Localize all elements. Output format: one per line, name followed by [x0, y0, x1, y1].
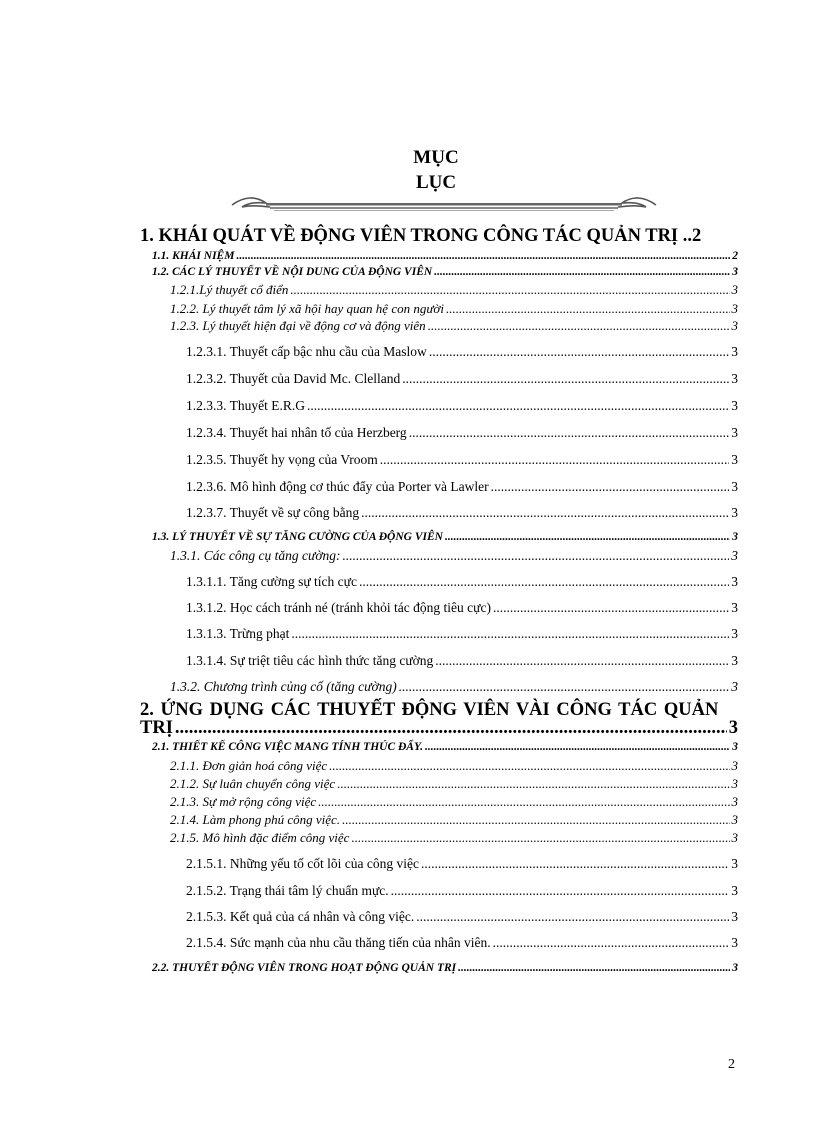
toc-label: 1.2.2. Lý thuyết tâm lý xã hội hay quan hệ con người — [170, 301, 444, 316]
toc-page: 3 — [731, 318, 738, 333]
toc-label: 1.3.2. Chương trình củng cố (tăng cường) — [170, 679, 397, 694]
toc-page: 3 — [731, 626, 738, 641]
toc-label: 1.3.1.1. Tăng cường sự tích cực — [186, 574, 357, 589]
toc-label: 1.3. LÝ THUYẾT VỀ SỰ TĂNG CƯỜNG CỦA ĐỘNG VIÊN — [152, 531, 443, 543]
toc-label: 2.1.3. Sự mở rộng công việc — [170, 794, 317, 809]
toc-label: 2.2. THUYẾT ĐỘNG VIÊN TRONG HOẠT ĐỘNG QUẢN TRỊ — [152, 962, 457, 974]
toc-page: 3 — [732, 741, 738, 753]
toc-entry-1-3-2[interactable] — [170, 679, 738, 695]
toc-label: 1.2.3.5. Thuyết hy vọng của Vroom — [186, 452, 378, 467]
toc-page: 3 — [731, 883, 738, 898]
toc-label: TRỊ — [140, 718, 173, 738]
toc-entry-1-2-3-6[interactable] — [186, 479, 738, 495]
toc-entry-1-2[interactable] — [152, 266, 738, 278]
toc-page: 2 — [732, 250, 738, 262]
toc-label: 2.1.1. Đơn giản hoá công việc — [170, 758, 328, 773]
toc-page: 3 — [731, 909, 738, 924]
toc-label: 1.2.3.3. Thuyết E.R.G — [186, 398, 305, 413]
toc-entry-1-2-3-2[interactable] — [186, 371, 738, 387]
toc-page: 3 — [731, 425, 738, 440]
toc-label: 2.1.5.2. Trạng thái tâm lý chuẩn mực. — [186, 883, 389, 898]
toc-entry-1-2-3-5[interactable] — [186, 452, 738, 468]
toc-label: 2.1.5.1. Những yếu tố cốt lõi của công việc — [186, 856, 420, 871]
toc-label: 1.2.3. Lý thuyết hiện đại về động cơ và động viên — [170, 318, 426, 333]
toc-entry-2-1-3[interactable] — [170, 794, 738, 810]
toc-label: 2.1.2. Sự luân chuyển công việc — [170, 776, 336, 791]
page-number: 2 — [728, 1057, 735, 1072]
toc-entry-1-2-3[interactable] — [170, 318, 738, 334]
toc-page: 3 — [731, 398, 738, 413]
toc-entry-1-2-3-7[interactable] — [186, 505, 738, 521]
toc-entry-2-1-5-4[interactable] — [186, 935, 738, 951]
toc-page: 3 — [731, 479, 738, 494]
toc-page: 3 — [731, 301, 738, 316]
toc-page: 3 — [731, 574, 738, 589]
toc-entry-1-3-1-1[interactable] — [186, 574, 738, 590]
toc-page: 3 — [731, 794, 738, 809]
toc-label: 1.2.3.6. Mô hình động cơ thúc đẩy của Porter và Lawler — [186, 479, 489, 494]
toc-page: 3 — [731, 653, 738, 668]
toc-entry-1-3-1[interactable] — [170, 548, 738, 564]
toc-section-1[interactable] — [140, 226, 740, 247]
toc-label: 2.1.4. Làm phong phú công việc. — [170, 812, 341, 827]
toc-page: 3 — [731, 282, 738, 297]
toc-entry-2-1-5[interactable] — [170, 830, 738, 846]
toc-entry-1-3[interactable] — [152, 531, 738, 543]
page-title-line1: MỤC — [413, 147, 459, 168]
toc-page: 3 — [731, 452, 738, 467]
toc-label: 2.1. THIẾT KẾ CÔNG VIỆC MANG TÍNH THÚC ĐẨY. — [152, 741, 424, 753]
toc-page: 3 — [731, 758, 738, 773]
toc-page: 3 — [731, 600, 738, 615]
toc-page: 3 — [731, 812, 738, 827]
toc-page: 3 — [732, 266, 738, 278]
toc-label: 2.1.5. Mô hình đặc điểm công việc — [170, 830, 350, 845]
toc-entry-2-1-5-3[interactable] — [186, 909, 738, 925]
toc-page: 3 — [731, 856, 738, 871]
toc-page: 3 — [732, 962, 738, 974]
toc-label: 1.2.1.Lý thuyết cổ điển — [170, 282, 289, 297]
toc-page: 3 — [728, 718, 738, 738]
toc-page: 3 — [731, 776, 738, 791]
toc-label: 1.2.3.1. Thuyết cấp bậc nhu cầu của Maslow — [186, 344, 427, 359]
toc-page: 3 — [731, 935, 738, 950]
page-title-line2: LỤC — [415, 172, 457, 193]
toc-page: 3 — [731, 548, 738, 563]
toc-entry-2-1[interactable] — [152, 741, 738, 753]
toc-entry-1-2-2[interactable] — [170, 301, 738, 317]
toc-label: 1.2.3.2. Thuyết của David Mc. Clelland — [186, 371, 401, 386]
ornament-divider — [226, 194, 662, 216]
toc-page: 3 — [732, 531, 738, 543]
toc-label: 1.1. KHÁI NIỆM — [152, 250, 235, 262]
toc-label: 1.3.1.4. Sự triệt tiêu các hình thức tăng cường — [186, 653, 434, 668]
toc-label: 1. KHÁI QUÁT VỀ ĐỘNG VIÊN TRONG CÔNG TÁC QUẢN TRỊ ..2 — [140, 226, 702, 246]
toc-label: 1.3.1. Các công cụ tăng cường: — [170, 548, 341, 563]
toc-entry-2-2[interactable] — [152, 962, 738, 974]
toc-entry-2-1-2[interactable] — [170, 776, 738, 792]
toc-entry-1-3-1-3[interactable] — [186, 626, 738, 642]
toc-section-2[interactable] — [140, 718, 738, 739]
toc-label: 1.2. CÁC LÝ THUYẾT VỀ NỘI DUNG CỦA ĐỘNG VIÊN — [152, 266, 433, 278]
toc-label: 1.2.3.4. Thuyết hai nhân tố của Herzberg — [186, 425, 407, 440]
toc-page: 3 — [731, 505, 738, 520]
toc-label: 2.1.5.4. Sức mạnh của nhu cầu thăng tiến của nhân viên. — [186, 935, 491, 950]
toc-entry-1-3-1-4[interactable] — [186, 653, 738, 669]
toc-label: 1.3.1.2. Học cách tránh né (tránh khỏi tác động tiêu cực) — [186, 600, 491, 615]
toc-entry-1-2-3-1[interactable] — [186, 344, 738, 360]
toc-entry-2-1-5-1[interactable] — [186, 856, 738, 872]
toc-entry-2-1-1[interactable] — [170, 758, 738, 774]
toc-label: 1.3.1.3. Trừng phạt — [186, 626, 290, 641]
toc-label: 2.1.5.3. Kết quả của cá nhân và công việc. — [186, 909, 415, 924]
toc-entry-1-3-1-2[interactable] — [186, 600, 738, 616]
toc-entry-2-1-5-2[interactable] — [186, 883, 738, 899]
toc-entry-1-1[interactable] — [152, 250, 738, 262]
toc-entry-1-2-1[interactable] — [170, 282, 738, 298]
toc-section-2-line1[interactable]: 2. ỨNG DỤNG CÁC THUYẾT ĐỘNG VIÊN VÀI CÔNG TÁC QUẢN — [140, 700, 719, 720]
toc-page: 3 — [731, 830, 738, 845]
toc-page: 3 — [731, 344, 738, 359]
toc-label: 1.2.3.7. Thuyết về sự công bằng — [186, 505, 360, 520]
toc-page: 3 — [731, 679, 738, 694]
toc-entry-1-2-3-4[interactable] — [186, 425, 738, 441]
toc-entry-2-1-4[interactable] — [170, 812, 738, 828]
toc-page: 3 — [731, 371, 738, 386]
toc-entry-1-2-3-3[interactable] — [186, 398, 738, 414]
